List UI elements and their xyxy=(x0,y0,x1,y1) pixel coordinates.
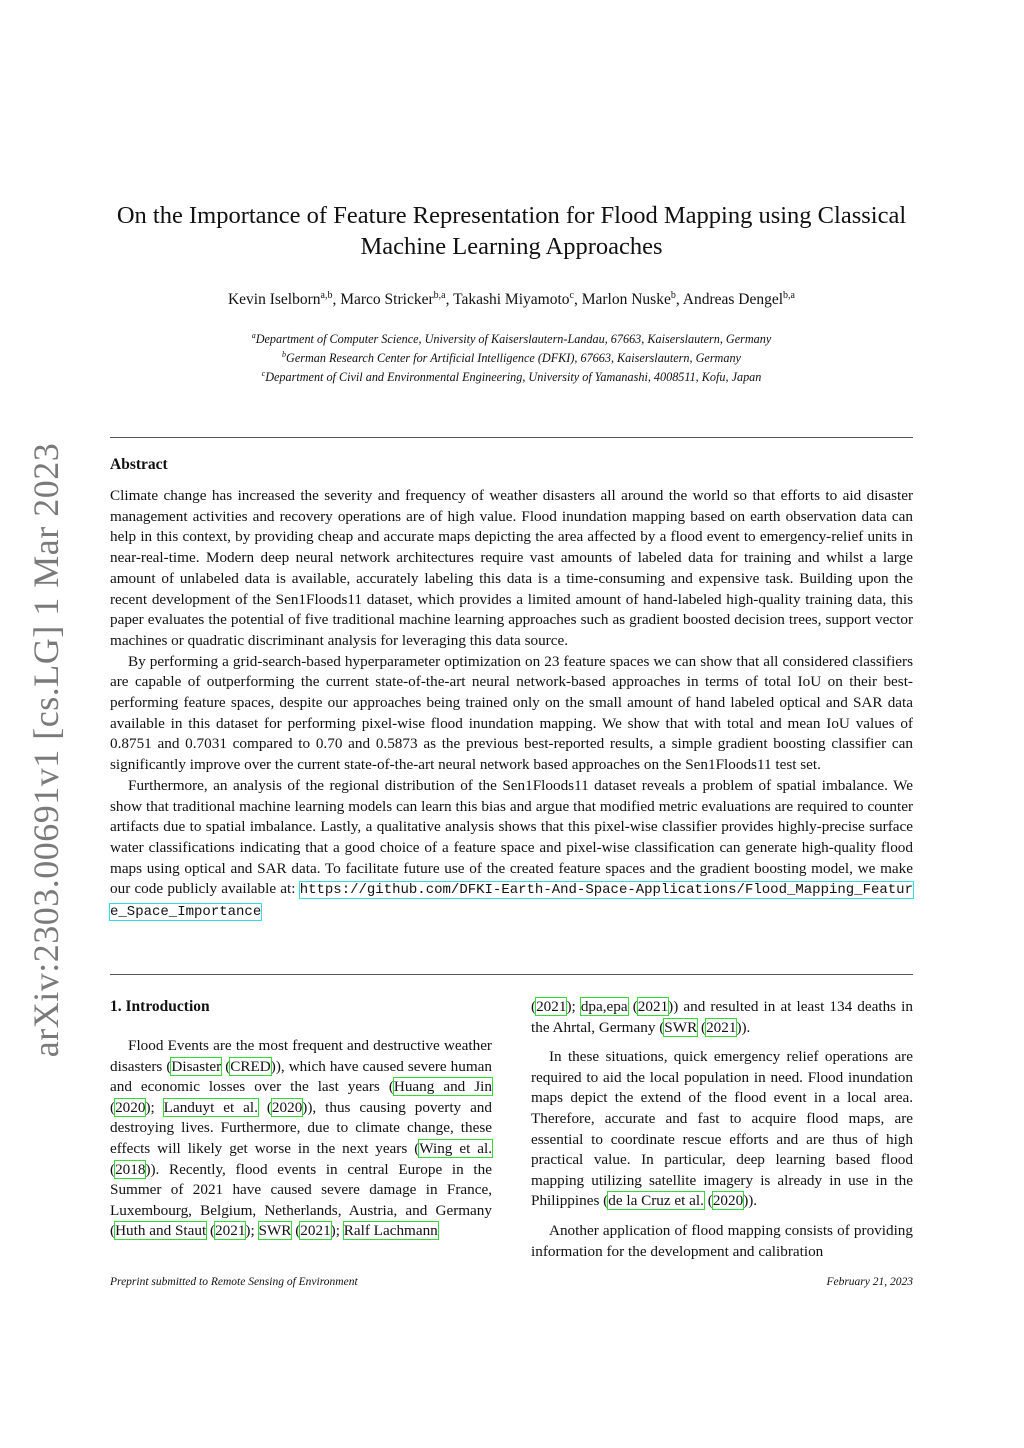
citation-link[interactable]: CRED xyxy=(230,1057,271,1075)
section-heading-introduction: 1. Introduction xyxy=(110,998,210,1015)
left-column xyxy=(110,1036,492,1251)
intro-paragraph: (2021); dpa,epa (2021)) and resulted in at least 134 deaths in the Ahrtal, Germany (SWR (2021)). xyxy=(531,998,914,1036)
citation-link[interactable]: 2020 xyxy=(115,1098,146,1116)
footer-submission: Preprint submitted to Remote Sensing of Environment xyxy=(110,1276,358,1288)
citation-link[interactable]: 2021 xyxy=(215,1222,246,1240)
affiliation: $^c$Department of Civil and Environmental Engineering, University of Yamanashi, 4008511, Kofu, Japan xyxy=(261,369,762,385)
citation-link[interactable]: Ralf Lachmann xyxy=(343,1222,438,1240)
citation-link[interactable]: 2021 xyxy=(637,998,669,1015)
citation-link[interactable]: 2018 xyxy=(115,1160,146,1178)
affiliation: $^a$Department of Computer Science, University of Kaiserslautern-Landau, 67663, Kaiserslautern, Germany xyxy=(251,331,772,347)
affiliations xyxy=(110,328,913,385)
abstract-paragraph-2: By performing a grid-search-based hyperparameter optimization on 23 feature spaces we can show that all considered classifiers are capable of outperforming the current state-of-the-art neural network-based approaches in terms of total IoU on their best-performing feature spaces, despite our approaches being trained only on the small amount of hand labeled optical and SAR data available in this dataset for performing pixel-wise flood inundation mapping. We show that with total and mean IoU values of 0.8751 and 0.7031 compared to 0.70 and 0.5873 as the previous best-reported results, a simple gradient boosting classifier can significantly improve over the current state-of-the-art neural network based approaches on the Sen1Floods11 test set. xyxy=(110,652,913,774)
intro-paragraph: Another application of flood mapping consists of providing information for the development and calibration xyxy=(531,1221,913,1260)
citation-link[interactable]: SWR xyxy=(664,1018,698,1036)
citation-link[interactable]: Huang and Jin xyxy=(393,1078,492,1096)
arxiv-identifier: arXiv:2303.00691v1 [cs.LG] 1 Mar 2023 xyxy=(26,442,66,1058)
bottom-divider xyxy=(110,974,913,975)
citation-link[interactable]: 2020 xyxy=(271,1098,303,1116)
top-divider xyxy=(110,437,913,438)
citation-link[interactable]: 2020 xyxy=(712,1192,744,1210)
abstract-body xyxy=(110,486,913,923)
title-line-2: Machine Learning Approaches xyxy=(360,233,663,260)
citation-link[interactable]: 2021 xyxy=(706,1018,737,1036)
citation-link[interactable]: dpa,epa xyxy=(580,998,628,1015)
citation-link[interactable]: 2021 xyxy=(300,1222,331,1240)
citation-link[interactable]: Disaster xyxy=(171,1057,222,1075)
code-repository-link[interactable]: https://github.com/DFKI-Earth-And-Space-Applications/Flood_Mapping_Feature_Space_Importance xyxy=(110,882,913,921)
abstract-heading: Abstract xyxy=(110,456,168,473)
paper-title xyxy=(110,200,913,262)
citation-link[interactable]: Wing et al. xyxy=(419,1139,492,1157)
right-column xyxy=(531,997,913,1271)
citation-link[interactable]: Huth and Staut xyxy=(115,1222,207,1240)
arxiv-sidebar xyxy=(18,442,74,1058)
abstract-paragraph-1: Climate change has increased the severity and frequency of weather disasters all around the world so that efforts to aid disaster management activities and recovery operations are of high value. Flood inundation mapping based on earth observation data can help in this context, by providing cheap and accurate maps depicting the area affected by a flood event to emergency-relief units in near-real-time. Modern deep neural network architectures require vast amounts of labeled data for training and whilst a large amount of unlabeled data is available, accurately labeling this data is a time-consuming and expensive task. Building upon the recent development of the Sen1Floods11 dataset, which provides a limited amount of hand-labeled high-quality training data, this paper evaluates the potential of five traditional machine learning approaches such as gradient boosted decision trees, support vector machines or quadratic discriminant analysis for leveraging this data source. xyxy=(110,487,913,649)
affiliation: $^b$German Research Center for Artificial Intelligence (DFKI), 67663, Kaiserslautern, Germany xyxy=(282,350,741,366)
citation-link[interactable]: de la Cruz et al. xyxy=(608,1192,704,1210)
author: Kevin Iselborn$^{a,b}$, xyxy=(227,290,341,309)
intro-paragraph: In these situations, quick emergency relief operations are required to aid the local population in need. Flood inundation maps depict the extend of the flood event in a local area. Therefore, accurate and fast to acquire flood maps, are essential to coordinate rescue efforts and are thus of high practical value. In particular, deep learning based flood mapping utilizing satellite imagery is already in use in the Philippines (de la Cruz et al. (2020)). xyxy=(531,1048,913,1210)
title-line-1: On the Importance of Feature Representation for Flood Mapping using Classical xyxy=(116,202,907,229)
author: Takashi Miyamoto$^c$, xyxy=(453,290,582,309)
author: Andreas Dengel$^{b,a}$ xyxy=(682,290,795,309)
abstract-paragraph-3: Furthermore, an analysis of the regional distribution of the Sen1Floods11 dataset reveals a problem of spatial imbalance. We show that traditional machine learning models can learn this bias and argue that modified metric evaluations are required to counter artifacts due to spatial imbalance. Lastly, a qualitative analysis shows that this pixel-wise classifier provides highly-precise surface water classifications indicating that a good choice of a feature space and pixel-wise classification can generate high-quality flood maps using optical and SAR data. To facilitate future use of the created feature spaces and the gradient boosting model, we make our code publicly available at: https://github.com/DFKI-Earth-And-Space-Applications/Flood_Mapping_Feature_Space_Importance xyxy=(110,776,913,921)
citation-link[interactable]: Landuyt et al. xyxy=(163,1098,258,1116)
intro-paragraph: Flood Events are the most frequent and destructive weather disasters (Disaster (CRED)), which have caused severe human and economic losses over the last years (Huang and Jin (2020); Landuyt et al. (2020)), thus causing poverty and destroying lives. Furthermore, due to climate change, these effects will likely get worse in the next years (Wing et al. (2018)). Recently, flood events in central Europe in the Summer of 2021 have caused severe damage in France, Luxembourg, Belgium, Netherlands, Austria, and Germany (Huth and Staut (2021); SWR (2021); Ralf Lachmann xyxy=(110,1037,492,1240)
citation-link[interactable]: 2021 xyxy=(536,998,567,1015)
footer-date: February 21, 2023 xyxy=(826,1276,913,1288)
author: Marlon Nuske$^b$, xyxy=(581,290,683,309)
citation-link[interactable]: SWR xyxy=(258,1222,292,1240)
author-list xyxy=(110,290,913,309)
author: Marco Stricker$^{b,a}$, xyxy=(340,290,454,309)
